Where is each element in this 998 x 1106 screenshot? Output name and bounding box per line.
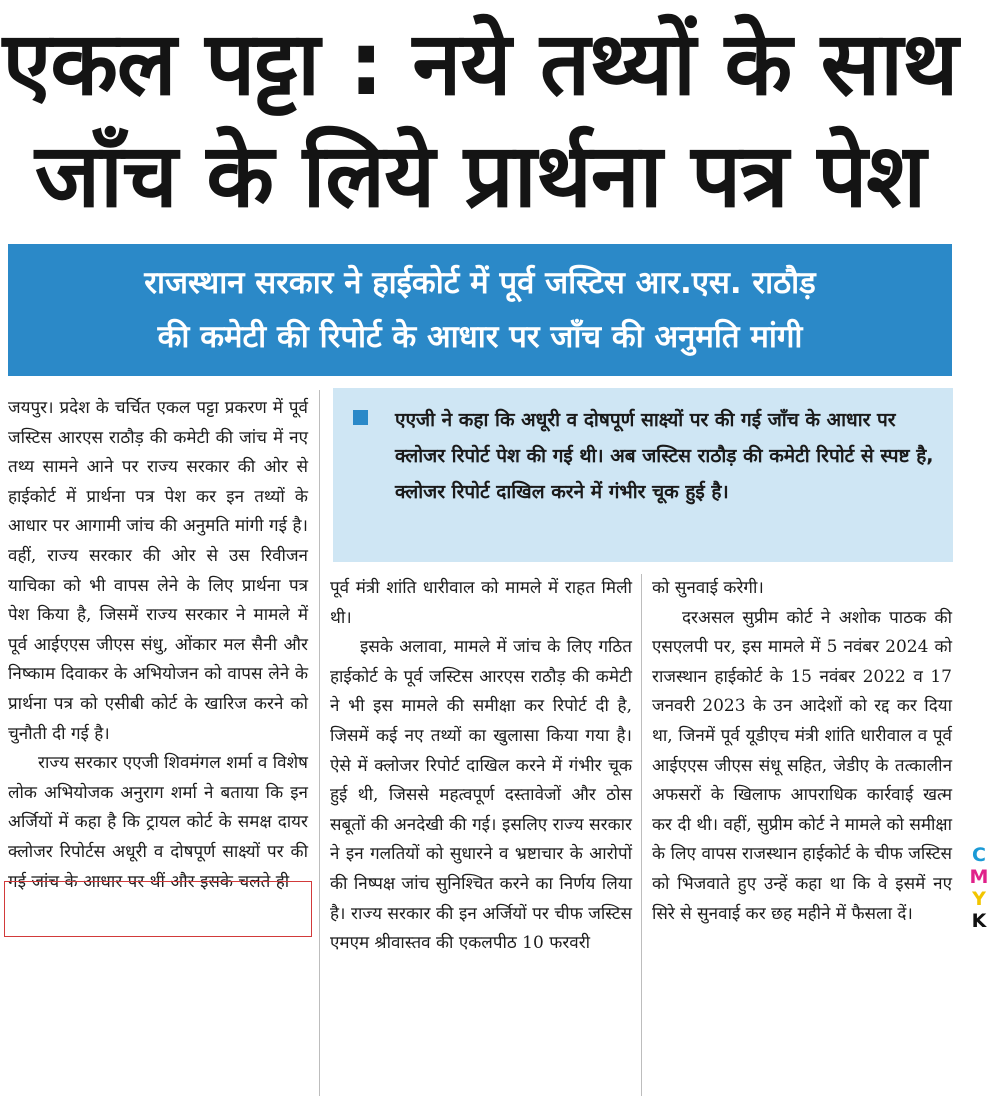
- cmyk-registration-marks: [968, 844, 990, 932]
- cmyk-m-mark: M: [969, 866, 989, 888]
- cmyk-k-mark: K: [971, 910, 987, 932]
- headline: [0, 8, 960, 232]
- pull-quote-box: [333, 388, 953, 562]
- article-paragraph: को सुनवाई करेगी।: [652, 578, 764, 598]
- subheadline-line-2: की कमेटी की रिपोर्ट के आधार पर जाँच की अनुमति मांगी: [157, 319, 803, 355]
- pull-quote-text: एएजी ने कहा कि अधूरी व दोषपूर्ण साक्ष्यों पर की गई जाँच के आधार पर क्लोजर रिपोर्ट पेश की गई थी। अब जस्टिस राठौड़ की कमेटी रिपोर्ट से स्पष्ट है, क्लोजर रिपोर्ट दाखिल करने में गंभीर चूक हुई है।: [395, 409, 934, 503]
- highlight-annotation-box: [4, 881, 312, 937]
- column-divider: [641, 574, 642, 1096]
- headline-line-2: जाँच के लिये प्रार्थना पत्र पेश: [34, 124, 926, 227]
- cmyk-c-mark: C: [972, 844, 986, 866]
- subheadline-line-1: राजस्थान सरकार ने हाईकोर्ट में पूर्व जस्टिस आर.एस. राठौड़: [144, 265, 816, 301]
- cmyk-y-mark: Y: [972, 888, 986, 910]
- subheadline-banner: [8, 244, 952, 376]
- article-paragraph: दरअसल सुप्रीम कोर्ट ने अशोक पाठक की एसएलपी पर, इस मामले में 5 नवंबर 2024 को राजस्थान हाईकोर्ट के 15 नवंबर 2022 व 17 जनवरी 2023 के उन आदेशों को रद्द कर दिया था, जिनमें पूर्व यूडीएच मंत्री शांति धारीवाल व पूर्व आईएएस जीएस संधू सहित, जेडीए के तत्कालीन अफसरों के खिलाफ आपराधिक कार्रवाई खत्म कर दी थी। वहीं, सुप्रीम कोर्ट ने मामले को समीक्षा के लिए वापस राजस्थान हाईकोर्ट के चीफ जस्टिस को भिजवाते हुए उन्हें कहा था कि वे इसमें नए सिरे से सुनवाई कर छह महीने में फैसला दें।: [652, 607, 952, 924]
- article-paragraph: जयपुर। प्रदेश के चर्चित एकल पट्टा प्रकरण में पूर्व जस्टिस आरएस राठौड़ की कमेटी की जांच में नए तथ्य सामने आने पर राज्य सरकार की ओर से हाईकोर्ट में प्रार्थना पत्र पेश कर इन तथ्यों के आधार पर आगामी जांच की अनुमति मांगी गई है। वहीं, राज्य सरकार की ओर से उस रिवीजन याचिका को भी वापस लेने के लिए प्रार्थना पत्र पेश किया है, जिसमें राज्य सरकार ने मामले में पूर्व आईएएस जीएस संधु, ओंकार मल सैनी और निष्काम दिवाकर के अभियोजन को वापस लेने के प्रार्थना पत्र को एसीबी कोर्ट के खारिज करने को चुनौती दी गई है।: [8, 398, 308, 744]
- square-bullet-icon: [353, 410, 368, 425]
- headline-line-1: एकल पट्टा : नये तथ्यों के साथ: [2, 12, 958, 115]
- article-paragraph: राज्य सरकार एएजी शिवमंगल शर्मा व विशेष लोक अभियोजक अनुराग शर्मा ने बताया कि इन अर्जियों में कहा है कि ट्रायल कोर्ट के समक्ष दायर क्लोजर रिपोर्टस अधूरी व दोषपूर्ण साक्ष्यों पर की गई जांच के आधार पर थीं और इसके चलते ही: [8, 753, 308, 892]
- article-column-1: [8, 394, 308, 897]
- article-paragraph: इसके अलावा, मामले में जांच के लिए गठित हाईकोर्ट के पूर्व जस्टिस आरएस राठौड़ की कमेटी ने भी इस मामले की समीक्षा कर रिपोर्ट दी है, जिसमें कई नए तथ्यों का खुलासा किया गया है। ऐसे में क्लोजर रिपोर्ट दाखिल करने में गंभीर चूक हुई थी, जिससे महत्वपूर्ण दस्तावेजों और ठोस सबूतों की अनदेखी की गई। इसलिए राज्य सरकार ने इन गलतियों को सुधारने व भ्रष्टाचार के आरोपों की निष्पक्ष जांच सुनिश्चित करने का निर्णय लिया है। राज्य सरकार की इन अर्जियों पर चीफ जस्टिस एमएम श्रीवास्तव की एकलपीठ 10 फरवरी: [330, 637, 632, 954]
- article-column-2: [330, 574, 632, 959]
- column-divider: [319, 390, 320, 1096]
- article-column-3: [652, 574, 952, 929]
- article-paragraph: पूर्व मंत्री शांति धारीवाल को मामले में राहत मिली थी।: [330, 578, 632, 628]
